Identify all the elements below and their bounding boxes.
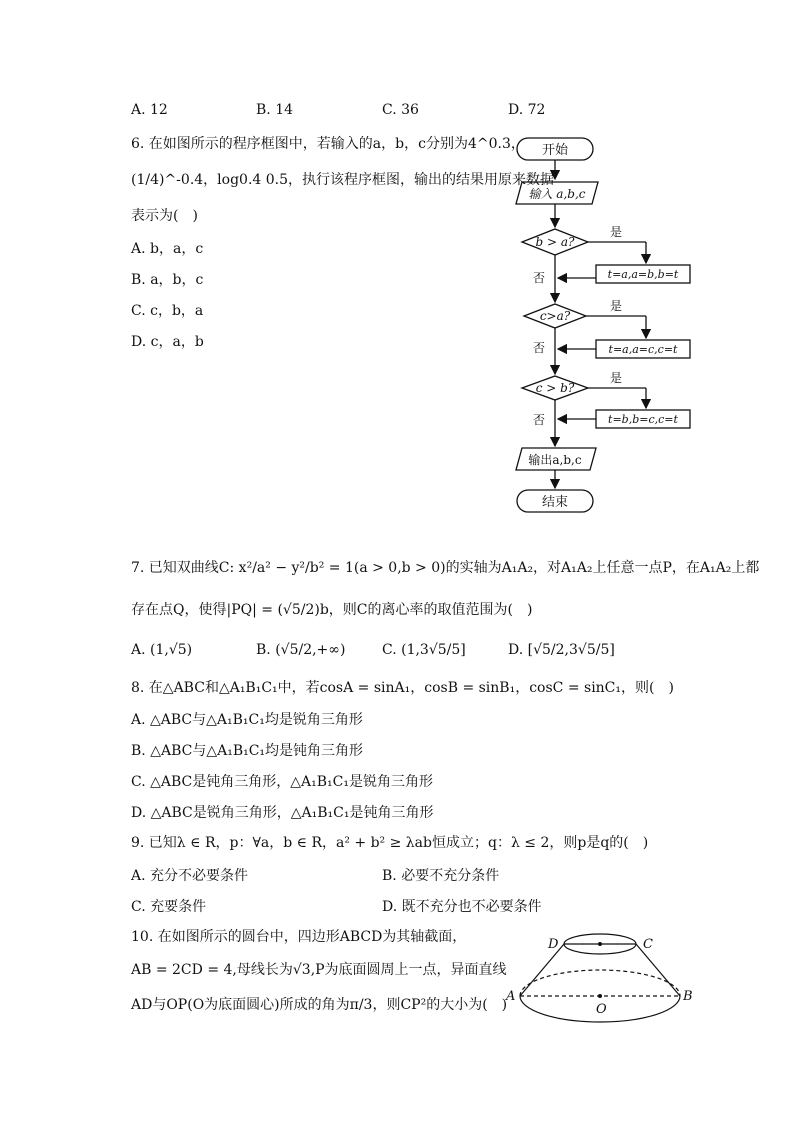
label-o: O bbox=[596, 1002, 607, 1017]
flow-no1: 否 bbox=[533, 271, 546, 285]
label-c: C bbox=[643, 937, 653, 952]
q7-option-b: B. (√5/2,+∞) bbox=[256, 642, 346, 658]
q6-option-c: C. c，b，a bbox=[131, 303, 204, 319]
q5-option-b: B. 14 bbox=[256, 102, 294, 118]
q8-option-b: B. △ABC与△A₁B₁C₁均是钝角三角形 bbox=[131, 743, 364, 759]
q5-option-c: C. 36 bbox=[382, 102, 419, 118]
q8-option-c: C. △ABC是钝角三角形，△A₁B₁C₁是锐角三角形 bbox=[131, 774, 433, 790]
flow-yes3: 是 bbox=[610, 371, 623, 385]
label-b: B bbox=[683, 989, 693, 1004]
q8-option-d: D. △ABC是锐角三角形，△A₁B₁C₁是钝角三角形 bbox=[131, 805, 434, 821]
q5-option-d: D. 72 bbox=[508, 102, 546, 118]
flowchart bbox=[500, 132, 700, 516]
flow-cond2-text: c>a? bbox=[539, 309, 571, 323]
flow-yes2: 是 bbox=[610, 299, 623, 313]
flow-input-text: 输入 a,b,c bbox=[528, 187, 586, 201]
flow-no3: 否 bbox=[533, 413, 546, 427]
q7-option-c: C. (1,3√5/5] bbox=[382, 642, 466, 658]
flow-proc2-text: t=a,a=c,c=t bbox=[608, 343, 678, 356]
q9-option-c: C. 充要条件 bbox=[131, 899, 207, 915]
q10-line2: AB = 2CD = 4,母线长为√3,P为底面圆周上一点，异面直线 bbox=[131, 962, 507, 978]
q6-line2: (1/4)^-0.4，log0.4 0.5，执行该程序框图，输出的结果用原来数据 bbox=[131, 172, 555, 188]
q9-line1: 9. 已知λ ∈ R，p：∀a，b ∈ R，a² + b² ≥ λab恒成立；q：λ ≤ 2，则p是q的( ) bbox=[131, 835, 649, 851]
q7-line2: 存在点Q，使得|PQ| = (√5/2)b，则C的离心率的取值范围为( ) bbox=[131, 602, 533, 618]
q9-option-a: A. 充分不必要条件 bbox=[131, 868, 249, 884]
q10-line1: 10. 在如图所示的圆台中，四边形ABCD为其轴截面， bbox=[131, 929, 467, 945]
q6-option-b: B. a，b，c bbox=[131, 272, 204, 288]
q6-line1: 6. 在如图所示的程序框图中，若输入的a，b，c分别为4^0.3， bbox=[131, 136, 525, 152]
flow-proc3-text: t=b,b=c,c=t bbox=[608, 413, 678, 426]
q6-line3: 表示为( ) bbox=[131, 208, 198, 224]
frustum-bottom-back bbox=[520, 970, 680, 996]
q8-option-a: A. △ABC与△A₁B₁C₁均是锐角三角形 bbox=[131, 712, 363, 728]
q9-option-b: B. 必要不充分条件 bbox=[382, 868, 500, 884]
q10-line3: AD与OP(O为底面圆心)所成的角为π/3，则CP²的大小为( ) bbox=[131, 997, 508, 1013]
q7-option-d: D. [√5/2,3√5/5] bbox=[508, 642, 615, 658]
q8-line1: 8. 在△ABC和△A₁B₁C₁中，若cosA = sinA₁，cosB = sinB₁，cosC = sinC₁，则( ) bbox=[131, 680, 674, 696]
label-d: D bbox=[548, 937, 559, 952]
q7-line1: 7. 已知双曲线C: x²/a² − y²/b² = 1(a > 0,b > 0)的实轴为A₁A₂，对A₁A₂上任意一点P，在A₁A₂上都 bbox=[131, 560, 760, 576]
flow-end-text: 结束 bbox=[541, 495, 569, 510]
flow-cond3-text: c > b? bbox=[535, 381, 575, 395]
flow-proc1-text: t=a,a=b,b=t bbox=[607, 268, 679, 281]
flow-no2: 否 bbox=[533, 341, 546, 355]
flow-output-text: 输出a,b,c bbox=[528, 453, 582, 467]
q7-option-a: A. (1,√5) bbox=[131, 642, 193, 658]
label-a: A bbox=[506, 989, 516, 1004]
frustum-figure bbox=[500, 925, 700, 1025]
flow-start-text: 开始 bbox=[541, 143, 569, 158]
q5-option-a: A. 12 bbox=[131, 102, 168, 118]
q6-option-a: A. b，a，c bbox=[131, 241, 204, 257]
q6-option-d: D. c，a，b bbox=[131, 334, 204, 350]
flow-cond1-text: b > a? bbox=[535, 235, 575, 249]
flow-yes1: 是 bbox=[610, 225, 623, 239]
q9-option-d: D. 既不充分也不必要条件 bbox=[382, 899, 542, 915]
